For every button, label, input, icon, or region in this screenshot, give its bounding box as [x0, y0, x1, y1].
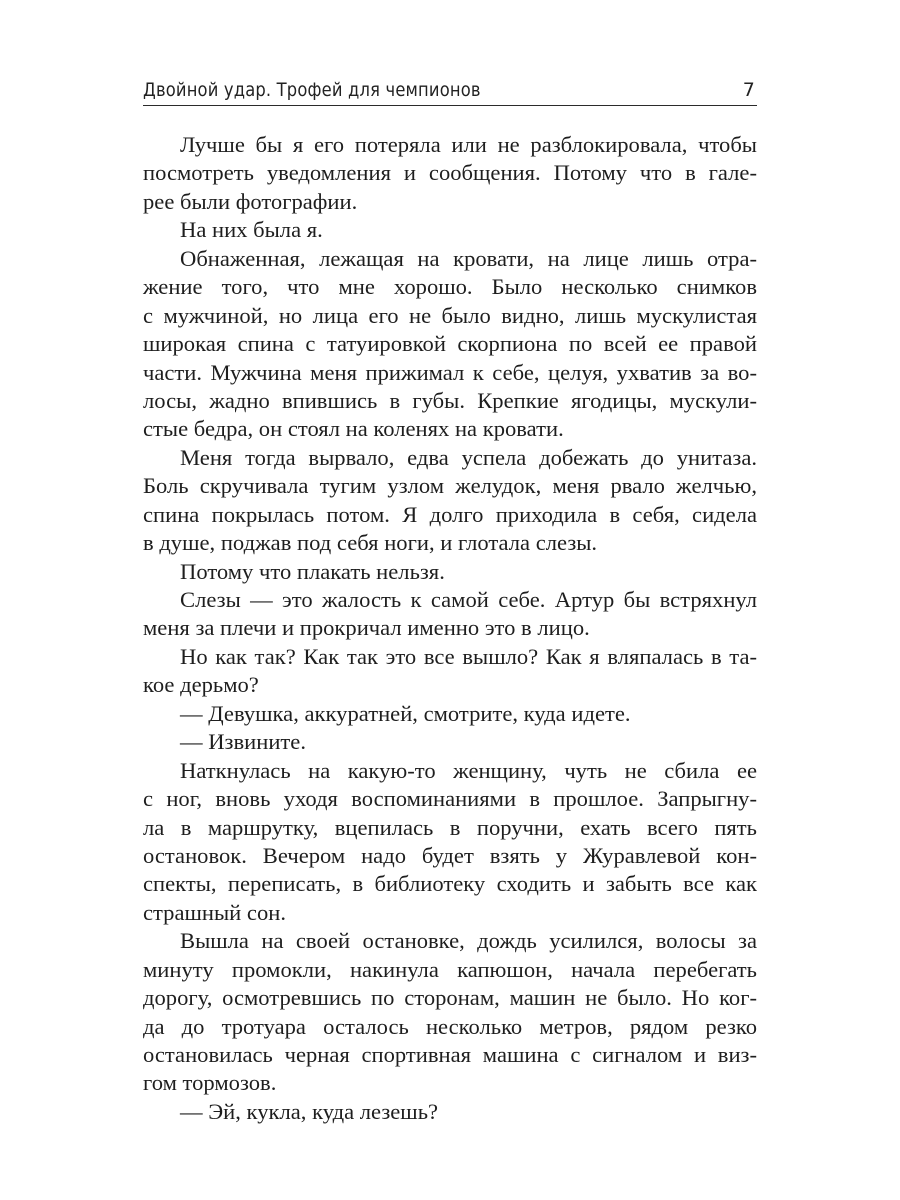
- text-line: с мужчиной, но лица его не было видно, лишь мускулистая: [143, 302, 757, 328]
- text-line: Вышла на своей остановке, дождь усилился, волосы за: [180, 928, 757, 954]
- text-line: Но как так? Как так это все вышло? Как я вляпалась в та-: [180, 643, 757, 669]
- text-line: остановилась черная спортивная машина с сигналом и виз-: [143, 1042, 757, 1067]
- text-line: остановок. Вечером надо будет взять у Журавлевой кон-: [143, 842, 757, 868]
- text-line: кое дерьмо?: [143, 672, 259, 698]
- text-line: Боль скручивала тугим узлом желудок, меня рвало желчью,: [143, 473, 757, 499]
- text-line: рее были фотографии.: [143, 188, 358, 214]
- text-line: — Эй, кукла, куда лезешь?: [180, 1098, 439, 1124]
- text-line: посмотреть уведомления и сообщения. Потому что в гале-: [143, 160, 757, 186]
- running-title: Двойной удар. Трофей для чемпионов: [143, 79, 481, 101]
- text-line: Лучше бы я его потеряла или не разблокировала, чтобы: [180, 132, 757, 157]
- text-line: Слезы — это жалость к самой себе. Артур бы встряхнул: [180, 587, 757, 612]
- text-line: жение того, что мне хорошо. Было несколько снимков: [143, 274, 757, 300]
- running-head: [143, 66, 757, 106]
- text-line: Меня тогда вырвало, едва успела добежать до унитаза.: [180, 444, 757, 470]
- text-line: Обнаженная, лежащая на кровати, на лице лишь отра-: [180, 245, 757, 271]
- text-line: широкая спина с татуировкой скорпиона по всей ее правой: [143, 331, 757, 357]
- text-line: Наткнулась на какую-то женщину, чуть не сбила ее: [180, 757, 757, 783]
- text-line: минуту промокли, накинула капюшон, начала перебегать: [143, 956, 757, 982]
- text-line: лосы, жадно впившись в губы. Крепкие ягодицы, мускули-: [143, 387, 757, 413]
- page-number: 7: [742, 79, 755, 101]
- text-line: — Девушка, аккуратней, смотрите, куда идете.: [180, 700, 631, 726]
- text-line: гом тормозов.: [143, 1070, 277, 1096]
- text-line: Потому что плакать нельзя.: [180, 558, 445, 584]
- text-line: части. Мужчина меня прижимал к себе, целуя, ухватив за во-: [143, 359, 757, 385]
- body-text: [143, 131, 757, 1126]
- text-line: да до тротуара осталось несколько метров, рядом резко: [143, 1013, 757, 1039]
- text-line: страшный сон.: [143, 899, 286, 925]
- text-line: с ног, вновь уходя воспоминаниями в прошлое. Запрыгну-: [143, 786, 757, 812]
- text-line: ла в маршрутку, вцепилась в поручни, ехать всего пять: [143, 814, 757, 840]
- text-line: в душе, поджав под себя ноги, и глотала слезы.: [143, 530, 598, 556]
- text-line: спина покрылась потом. Я долго приходила в себя, сидела: [143, 501, 757, 527]
- text-line: На них была я.: [180, 217, 323, 243]
- text-line: стые бедра, он стоял на коленях на кровати.: [143, 416, 564, 442]
- text-line: меня за плечи и прокричал именно это в лицо.: [143, 615, 590, 641]
- text-line: — Извините.: [180, 729, 306, 755]
- text-line: спекты, переписать, в библиотеку сходить и забыть все как: [143, 871, 757, 897]
- text-line: дорогу, осмотревшись по сторонам, машин не было. Но ког-: [143, 985, 757, 1011]
